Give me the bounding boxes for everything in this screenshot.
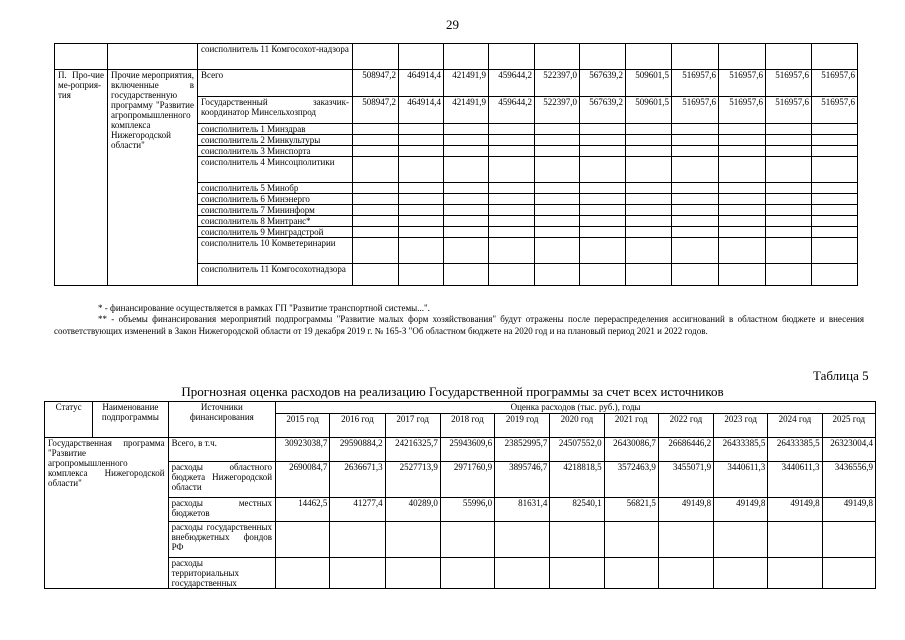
year-header: 2025 год — [822, 414, 875, 438]
value-cell — [719, 44, 766, 70]
year-header: 2016 год — [330, 414, 385, 438]
value-cell — [580, 135, 626, 146]
value-cell: 3440611,3 — [768, 462, 822, 498]
value-cell — [353, 264, 399, 286]
forecast-expenses-table — [44, 401, 876, 589]
value-cell — [535, 183, 580, 194]
value-cell — [353, 183, 399, 194]
value-cell — [353, 238, 399, 264]
value-cell — [580, 238, 626, 264]
value-cell — [444, 264, 489, 286]
value-cell: 516957,6 — [719, 70, 766, 97]
value-cell — [580, 216, 626, 227]
source-cell: расходы государственных внебюджетных фондов РФ — [168, 522, 276, 558]
header-sources: Источники финансирования — [168, 402, 276, 438]
value-cell — [580, 44, 626, 70]
executor-cell: соисполнитель 6 Минэнерго — [198, 194, 353, 205]
value-cell: 509601,5 — [626, 70, 672, 97]
value-cell: 4218818,5 — [550, 462, 604, 498]
value-cell — [719, 183, 766, 194]
value-cell — [353, 146, 399, 157]
value-cell — [672, 157, 719, 183]
value-cell: 421491,9 — [444, 70, 489, 97]
value-cell — [353, 205, 399, 216]
value-cell — [626, 135, 672, 146]
value-cell: 29590884,2 — [330, 438, 385, 462]
value-cell — [444, 124, 489, 135]
value-cell: 516957,6 — [812, 97, 858, 124]
value-cell — [440, 558, 494, 589]
value-cell — [672, 205, 719, 216]
value-cell — [626, 205, 672, 216]
executor-cell: соисполнитель 2 Минкультуры — [198, 135, 353, 146]
value-cell — [444, 194, 489, 205]
value-cell — [719, 264, 766, 286]
value-cell — [719, 205, 766, 216]
value-cell — [399, 194, 444, 205]
value-cell — [672, 146, 719, 157]
value-cell — [626, 157, 672, 183]
year-header: 2018 год — [440, 414, 494, 438]
value-cell — [353, 194, 399, 205]
section-name-cell: Прочие мероприятия, включенные в государственную программу "Развитие агропромышленного комплекса Нижегородской области" — [108, 70, 198, 286]
value-cell — [766, 157, 812, 183]
value-cell: 509601,5 — [626, 97, 672, 124]
value-cell — [399, 183, 444, 194]
value-cell: 2690084,7 — [276, 462, 330, 498]
value-cell: 3895746,7 — [495, 462, 550, 498]
value-cell — [812, 227, 858, 238]
year-header: 2020 год — [550, 414, 604, 438]
value-cell: 522397,0 — [535, 97, 580, 124]
value-cell — [489, 194, 535, 205]
value-cell — [399, 205, 444, 216]
value-cell: 3440611,3 — [714, 462, 768, 498]
value-cell: 24216325,7 — [385, 438, 440, 462]
value-cell — [766, 124, 812, 135]
value-cell — [812, 157, 858, 183]
value-cell: 26430086,7 — [604, 438, 658, 462]
executor-cell: соисполнитель 9 Минградстрой — [198, 227, 353, 238]
value-cell: 26433385,5 — [768, 438, 822, 462]
executor-cell: соисполнитель 3 Минспорта — [198, 146, 353, 157]
value-cell — [353, 227, 399, 238]
value-cell: 2527713,9 — [385, 462, 440, 498]
table-cell — [108, 44, 198, 70]
value-cell — [812, 238, 858, 264]
value-cell — [719, 216, 766, 227]
value-cell — [812, 264, 858, 286]
value-cell — [489, 264, 535, 286]
year-header: 2019 год — [495, 414, 550, 438]
subprogram-finance-table — [54, 43, 858, 286]
value-cell — [353, 135, 399, 146]
value-cell: 82540,1 — [550, 498, 604, 522]
value-cell — [580, 264, 626, 286]
value-cell — [444, 227, 489, 238]
value-cell — [353, 44, 399, 70]
table-row — [45, 522, 876, 558]
year-header: 2024 год — [768, 414, 822, 438]
value-cell — [672, 194, 719, 205]
value-cell — [812, 205, 858, 216]
value-cell — [812, 146, 858, 157]
page-number: 29 — [446, 17, 459, 32]
value-cell — [766, 135, 812, 146]
executor-cell: соисполнитель 1 Минздрав — [198, 124, 353, 135]
table-row — [55, 70, 858, 97]
value-cell — [672, 238, 719, 264]
value-cell: 25943609,6 — [440, 438, 494, 462]
value-cell — [580, 194, 626, 205]
executor-cell: соисполнитель 10 Комветеринарии — [198, 238, 353, 264]
value-cell — [626, 146, 672, 157]
value-cell — [766, 183, 812, 194]
value-cell — [766, 227, 812, 238]
value-cell: 3572463,9 — [604, 462, 658, 498]
header-row — [45, 402, 876, 414]
table-row — [45, 438, 876, 462]
value-cell — [444, 157, 489, 183]
value-cell: 3455071,9 — [658, 462, 713, 498]
value-cell: 516957,6 — [672, 97, 719, 124]
value-cell: 24507552,0 — [550, 438, 604, 462]
value-cell — [535, 135, 580, 146]
value-cell: 522397,0 — [535, 70, 580, 97]
value-cell — [766, 194, 812, 205]
value-cell: 567639,2 — [580, 97, 626, 124]
value-cell — [385, 522, 440, 558]
year-header: 2023 год — [714, 414, 768, 438]
header-estimate: Оценка расходов (тыс. руб.), годы — [276, 402, 876, 414]
value-cell: 49149,8 — [768, 498, 822, 522]
value-cell — [535, 238, 580, 264]
value-cell — [353, 157, 399, 183]
value-cell: 14462,5 — [276, 498, 330, 522]
value-cell — [489, 157, 535, 183]
value-cell — [444, 183, 489, 194]
executor-cell: Всего — [198, 70, 353, 97]
value-cell — [353, 124, 399, 135]
value-cell: 459644,2 — [489, 70, 535, 97]
value-cell: 459644,2 — [489, 97, 535, 124]
value-cell — [444, 146, 489, 157]
value-cell — [489, 227, 535, 238]
value-cell — [399, 146, 444, 157]
value-cell — [399, 238, 444, 264]
source-cell: Всего, в т.ч. — [168, 438, 276, 462]
executor-cell: соисполнитель 7 Мининформ — [198, 205, 353, 216]
value-cell — [626, 194, 672, 205]
header-status: Статус — [45, 402, 93, 438]
value-cell — [535, 216, 580, 227]
footnote-small-farms: ** - объемы финансирования мероприятий подпрограммы "Развитие малых форм хозяйствования" будут отражены после перераспределения ассигнований в областном бюджете и внесения соответствующих изменений в Закон Нижегородской области от 19 декабря 2019 г. № 165-З "Об областном бюджете на 2020 год и на плановый период 2021 и 2022 годов. — [54, 314, 864, 336]
value-cell — [719, 194, 766, 205]
value-cell — [550, 558, 604, 589]
value-cell: 41277,4 — [330, 498, 385, 522]
value-cell — [535, 264, 580, 286]
status-cell: Государственная программа "Развитие агропромышленного комплекса Нижегородской области" — [45, 438, 169, 589]
value-cell — [495, 558, 550, 589]
footnote-transport: * - финансирование осуществляется в рамках ГП "Развитие транспортной системы...". — [98, 303, 430, 313]
value-cell — [444, 135, 489, 146]
executor-cell: соисполнитель 8 Минтранс* — [198, 216, 353, 227]
table-row — [45, 498, 876, 522]
value-cell — [719, 135, 766, 146]
executor-cell: соисполнитель 11 Комгосохот-надзора — [198, 44, 353, 70]
value-cell — [444, 44, 489, 70]
value-cell — [399, 124, 444, 135]
executor-cell: соисполнитель 4 Минсоцполитики — [198, 157, 353, 183]
value-cell: 516957,6 — [672, 70, 719, 97]
value-cell: 26433385,5 — [714, 438, 768, 462]
value-cell — [719, 124, 766, 135]
value-cell — [672, 44, 719, 70]
value-cell — [672, 124, 719, 135]
value-cell — [714, 558, 768, 589]
value-cell — [535, 205, 580, 216]
value-cell: 421491,9 — [444, 97, 489, 124]
value-cell — [719, 227, 766, 238]
value-cell — [330, 558, 385, 589]
table-label: Таблица 5 — [813, 368, 869, 383]
value-cell — [626, 238, 672, 264]
value-cell — [626, 124, 672, 135]
section-code-cell: П. Про-чие ме-роприя-тия — [55, 70, 108, 286]
value-cell: 567639,2 — [580, 70, 626, 97]
value-cell — [580, 227, 626, 238]
value-cell — [276, 558, 330, 589]
value-cell — [580, 183, 626, 194]
value-cell — [440, 522, 494, 558]
value-cell: 26323004,4 — [822, 438, 875, 462]
value-cell — [399, 157, 444, 183]
value-cell: 30923038,7 — [276, 438, 330, 462]
value-cell — [719, 146, 766, 157]
value-cell — [768, 558, 822, 589]
value-cell — [535, 44, 580, 70]
value-cell — [672, 183, 719, 194]
value-cell — [444, 216, 489, 227]
value-cell — [399, 135, 444, 146]
value-cell — [444, 205, 489, 216]
value-cell — [626, 44, 672, 70]
value-cell — [672, 227, 719, 238]
year-header: 2015 год — [276, 414, 330, 438]
value-cell — [580, 157, 626, 183]
value-cell — [604, 558, 658, 589]
value-cell — [812, 124, 858, 135]
value-cell — [626, 227, 672, 238]
value-cell: 23852995,7 — [495, 438, 550, 462]
value-cell: 40289,0 — [385, 498, 440, 522]
value-cell: 49149,8 — [658, 498, 713, 522]
value-cell: 49149,8 — [822, 498, 875, 522]
value-cell — [535, 227, 580, 238]
value-cell: 508947,2 — [353, 97, 399, 124]
value-cell — [399, 264, 444, 286]
value-cell — [766, 216, 812, 227]
value-cell: 464914,4 — [399, 97, 444, 124]
value-cell — [719, 157, 766, 183]
value-cell — [766, 264, 812, 286]
value-cell — [714, 522, 768, 558]
executor-cell: Государственный заказчик-координатор Минсельхозпрод — [198, 97, 353, 124]
value-cell — [604, 522, 658, 558]
source-cell: расходы местных бюджетов — [168, 498, 276, 522]
value-cell: 55996,0 — [440, 498, 494, 522]
value-cell — [353, 216, 399, 227]
value-cell — [489, 216, 535, 227]
value-cell — [766, 146, 812, 157]
value-cell — [812, 216, 858, 227]
table-title: Прогнозная оценка расходов на реализацию Государственной программы за счет всех источников — [181, 384, 724, 399]
value-cell — [444, 238, 489, 264]
value-cell: 2636671,3 — [330, 462, 385, 498]
value-cell — [535, 124, 580, 135]
value-cell: 26686446,2 — [658, 438, 713, 462]
value-cell — [626, 183, 672, 194]
executor-cell: соисполнитель 11 Комгосохотнадзора — [198, 264, 353, 286]
value-cell: 516957,6 — [812, 70, 858, 97]
value-cell — [626, 216, 672, 227]
year-header: 2017 год — [385, 414, 440, 438]
value-cell: 516957,6 — [766, 97, 812, 124]
value-cell — [812, 194, 858, 205]
value-cell — [330, 522, 385, 558]
value-cell — [489, 44, 535, 70]
value-cell: 2971760,9 — [440, 462, 494, 498]
value-cell: 81631,4 — [495, 498, 550, 522]
value-cell: 516957,6 — [766, 70, 812, 97]
value-cell — [812, 135, 858, 146]
value-cell — [489, 124, 535, 135]
table-row — [45, 462, 876, 498]
table-row — [45, 558, 876, 589]
value-cell — [658, 558, 713, 589]
source-cell: расходы территориальных государственных — [168, 558, 276, 589]
value-cell — [399, 227, 444, 238]
value-cell — [580, 205, 626, 216]
value-cell — [489, 135, 535, 146]
value-cell — [766, 238, 812, 264]
value-cell — [399, 216, 444, 227]
value-cell — [812, 44, 858, 70]
year-header: 2022 год — [658, 414, 713, 438]
value-cell — [399, 44, 444, 70]
value-cell: 56821,5 — [604, 498, 658, 522]
value-cell — [535, 146, 580, 157]
value-cell: 49149,8 — [714, 498, 768, 522]
table-row — [55, 44, 858, 70]
value-cell — [672, 264, 719, 286]
table-cell — [55, 44, 108, 70]
value-cell — [535, 194, 580, 205]
value-cell — [580, 124, 626, 135]
value-cell — [550, 522, 604, 558]
value-cell: 464914,4 — [399, 70, 444, 97]
value-cell — [768, 522, 822, 558]
executor-cell: соисполнитель 5 Минобр — [198, 183, 353, 194]
value-cell — [489, 146, 535, 157]
value-cell: 508947,2 — [353, 70, 399, 97]
value-cell — [626, 264, 672, 286]
value-cell — [672, 216, 719, 227]
value-cell — [276, 522, 330, 558]
value-cell — [658, 522, 713, 558]
value-cell — [812, 183, 858, 194]
value-cell — [822, 558, 875, 589]
value-cell — [822, 522, 875, 558]
value-cell — [385, 558, 440, 589]
value-cell — [766, 44, 812, 70]
value-cell — [766, 205, 812, 216]
value-cell — [489, 183, 535, 194]
value-cell — [719, 238, 766, 264]
year-header: 2021 год — [604, 414, 658, 438]
header-name: Наименование подпрограммы — [93, 402, 168, 438]
value-cell — [495, 522, 550, 558]
value-cell — [489, 205, 535, 216]
value-cell: 3436556,9 — [822, 462, 875, 498]
value-cell — [535, 157, 580, 183]
value-cell: 516957,6 — [719, 97, 766, 124]
source-cell: расходы областного бюджета Нижегородской области — [168, 462, 276, 498]
value-cell — [672, 135, 719, 146]
value-cell — [489, 238, 535, 264]
value-cell — [580, 146, 626, 157]
